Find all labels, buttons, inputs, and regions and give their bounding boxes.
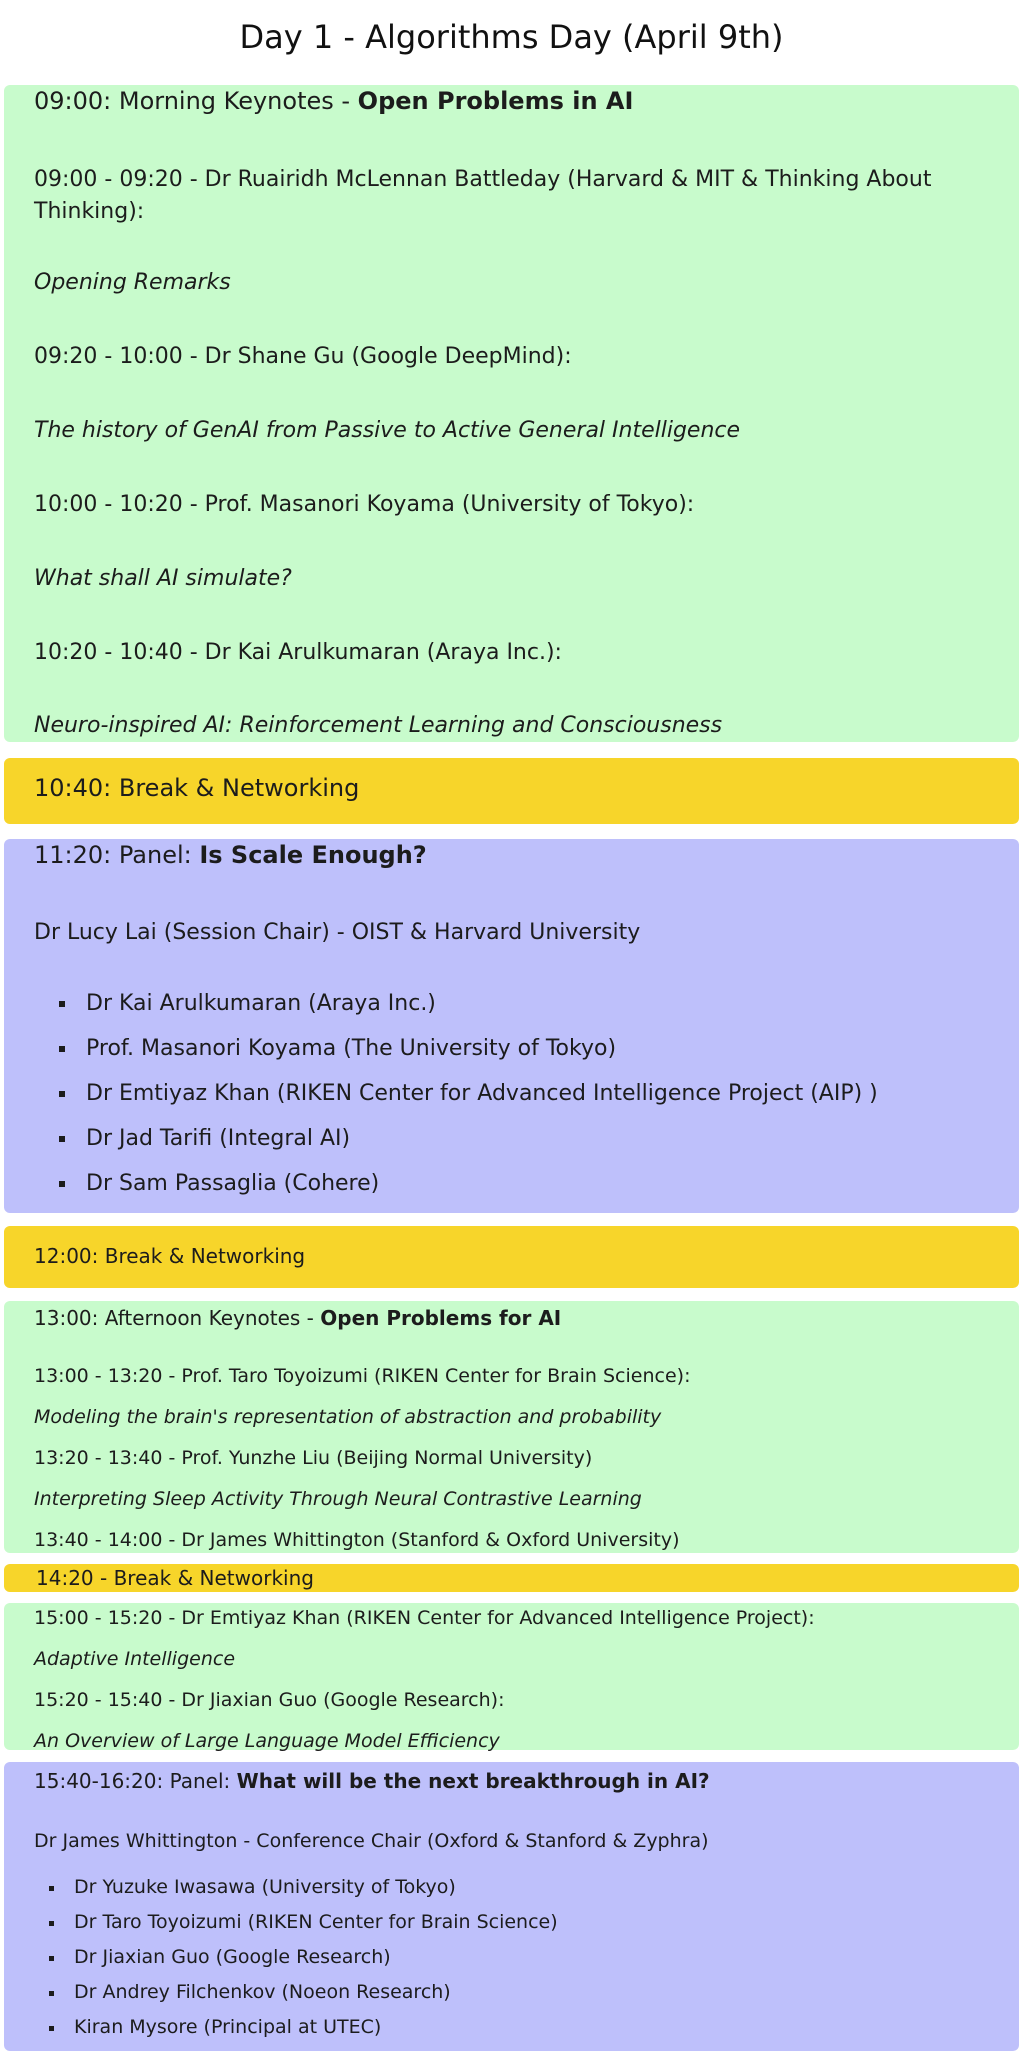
morning-keynotes-section [4, 85, 1019, 742]
session-chair: Dr James Whittington - Conference Chair (Oxford & Stanford & Zyphra) [34, 1830, 709, 1852]
panelist-name: Dr Andrey Filchenkov (Noeon Research) [74, 1981, 451, 2003]
talk-slot: 13:20 - 13:40 - Prof. Yunzhe Liu (Beijing Normal University) [34, 1447, 593, 1469]
afternoon-keynotes-heading-topic: Open Problems for AI [320, 1306, 562, 1330]
list-item [34, 1026, 878, 1071]
panel-heading-prefix: 15:40-16:20: Panel: [34, 1769, 237, 1793]
talk-title: Modeling the brain's representation of abstraction and probability [34, 1406, 662, 1428]
bullet-icon [49, 1921, 54, 1926]
break-banner [4, 1226, 1019, 1288]
talk-slot: 09:20 - 10:00 - Dr Shane Gu (Google DeepMind): [34, 344, 572, 369]
list-item [34, 1071, 878, 1116]
session-chair: Dr Lucy Lai (Session Chair) - OIST & Harvard University [34, 920, 641, 945]
morning-keynotes-heading [34, 87, 633, 115]
break-label: 10:40: Break & Networking [34, 774, 360, 802]
panel-heading-topic: What will be the next breakthrough in AI? [236, 1769, 710, 1793]
bullet-icon [59, 1046, 65, 1052]
afternoon-keynotes-heading-prefix: 13:00: Afternoon Keynotes - [34, 1306, 321, 1330]
list-item [34, 1940, 558, 1975]
talk-title: Interpreting Sleep Activity Through Neural Contrastive Learning [34, 1488, 642, 1510]
list-item [34, 2010, 558, 2045]
page-title: Day 1 - Algorithms Day (April 9th) [239, 18, 784, 56]
afternoon-keynotes-heading [34, 1306, 561, 1330]
panelist-name: Dr Emtiyaz Khan (RIKEN Center for Advanced Intelligence Project (AIP) ) [86, 1081, 878, 1106]
panelist-name: Dr Jiaxian Guo (Google Research) [74, 1946, 391, 1968]
bullet-icon [59, 1091, 65, 1097]
bullet-icon [49, 2026, 54, 2031]
panel-section [4, 839, 1019, 1213]
panelist-name: Dr Kai Arulkumaran (Araya Inc.) [86, 991, 436, 1016]
talk-title: The history of GenAI from Passive to Active General Intelligence [34, 418, 741, 443]
bullet-icon [59, 1136, 65, 1142]
afternoon-keynotes-section [4, 1301, 1019, 1553]
talk-slot: 15:00 - 15:20 - Dr Emtiyaz Khan (RIKEN Center for Advanced Intelligence Project): [34, 1607, 815, 1629]
panel-heading-topic: Is Scale Enough? [199, 841, 427, 869]
talk-title: An Overview of Large Language Model Efficiency [34, 1730, 500, 1752]
panelist-name: Dr Yuzuke Iwasawa (University of Tokyo) [74, 1876, 456, 1898]
talk-slot: 10:00 - 10:20 - Prof. Masanori Koyama (University of Tokyo): [34, 492, 695, 517]
talk-title: Neuro-inspired AI: Reinforcement Learning and Consciousness [34, 713, 723, 738]
bullet-icon [59, 1181, 65, 1187]
break-banner [4, 1564, 1019, 1592]
list-item [34, 981, 878, 1026]
panelist-name: Dr Taro Toyoizumi (RIKEN Center for Brain Science) [74, 1911, 558, 1933]
panelist-name: Prof. Masanori Koyama (The University of Tokyo) [86, 1036, 617, 1061]
afternoon-talks-section [4, 1603, 1019, 1750]
panel-heading [34, 1769, 710, 1793]
panelist-name: Kiran Mysore (Principal at UTEC) [74, 2016, 382, 2038]
panel-section [4, 1762, 1019, 2051]
bullet-icon [49, 1956, 54, 1961]
bullet-icon [59, 1001, 65, 1007]
panel-heading-prefix: 11:20: Panel: [34, 841, 200, 869]
talk-slot: 13:40 - 14:00 - Dr James Whittington (Stanford & Oxford University) [34, 1529, 680, 1551]
list-item [34, 1161, 878, 1206]
talk-slot: 10:20 - 10:40 - Dr Kai Arulkumaran (Araya Inc.): [34, 640, 562, 665]
list-item [34, 1870, 558, 1905]
panelist-list [34, 981, 878, 1206]
panel-heading [34, 841, 427, 869]
bullet-icon [49, 1991, 54, 1996]
morning-keynotes-heading-topic: Open Problems in AI [357, 87, 634, 115]
list-item [34, 1905, 558, 1940]
talk-slot: 09:00 - 09:20 - Dr Ruairidh McLennan Battleday (Harvard & MIT & Thinking About Thinking): [34, 167, 932, 224]
break-label: 14:20 - Break & Networking [36, 1566, 314, 1590]
talk-slot: 13:00 - 13:20 - Prof. Taro Toyoizumi (RIKEN Center for Brain Science): [34, 1365, 691, 1387]
list-item [34, 1116, 878, 1161]
panelist-list [34, 1870, 558, 2045]
talk-slot: 15:20 - 15:40 - Dr Jiaxian Guo (Google Research): [34, 1689, 505, 1711]
bullet-icon [49, 1886, 54, 1891]
list-item [34, 1975, 558, 2010]
panelist-name: Dr Jad Tarifi (Integral AI) [86, 1126, 351, 1151]
break-label: 12:00: Break & Networking [34, 1244, 306, 1268]
break-banner [4, 758, 1019, 824]
talk-title: What shall AI simulate? [34, 566, 292, 591]
panelist-name: Dr Sam Passaglia (Cohere) [86, 1171, 380, 1196]
talk-title: Adaptive Intelligence [34, 1648, 236, 1670]
morning-keynotes-heading-prefix: 09:00: Morning Keynotes - [34, 87, 358, 115]
talk-title: Opening Remarks [34, 270, 231, 295]
